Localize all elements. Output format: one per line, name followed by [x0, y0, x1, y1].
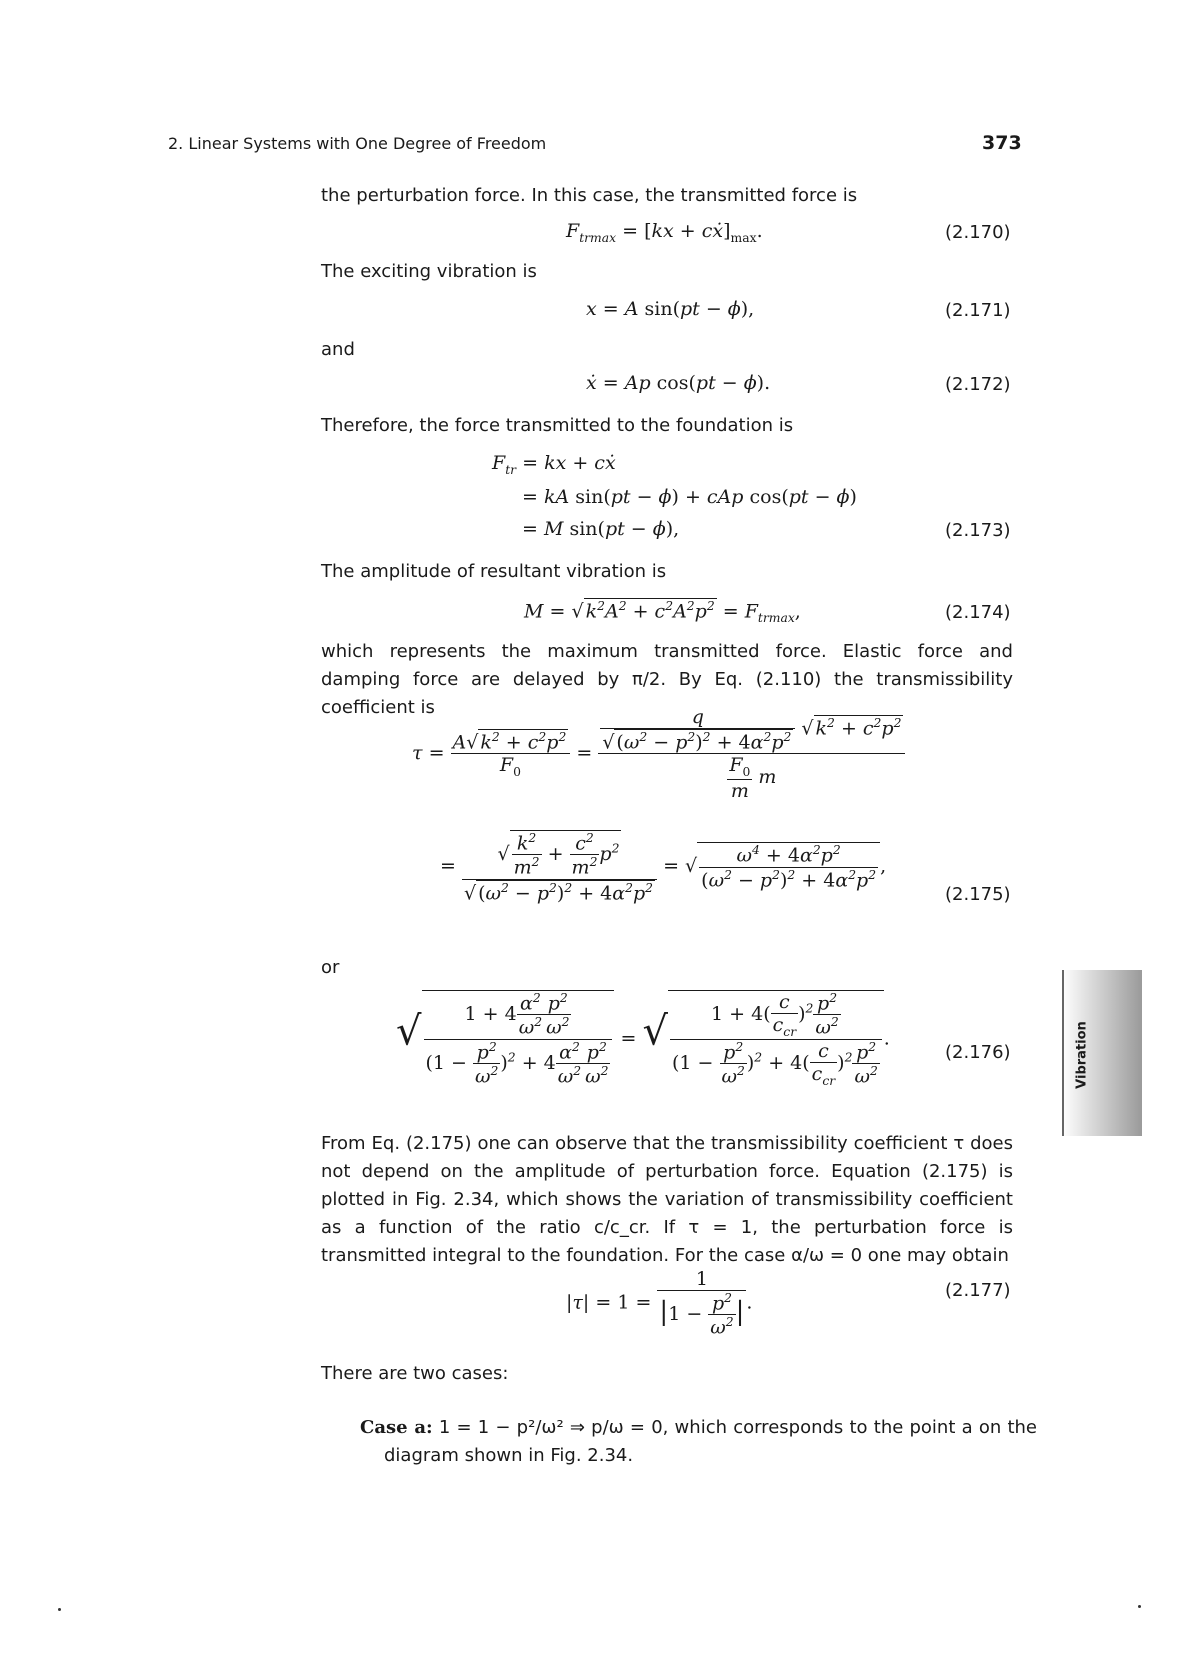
equation-2-173-line2: = kA sin(pt − ϕ) + cAp cos(pt − ϕ) — [522, 486, 857, 508]
equation-2-173-line3: = M sin(pt − ϕ), — [522, 518, 680, 540]
print-mark — [1138, 1605, 1141, 1608]
paragraph: or — [321, 957, 340, 978]
equation-number: (2.171) — [945, 300, 1011, 321]
equation-2-173-line1: $F_{tr}$ = kx + cẋ — [492, 452, 616, 477]
paragraph: There are two cases: — [321, 1363, 509, 1384]
equation-number: (2.175) — [945, 884, 1011, 905]
paragraph: the perturbation force. In this case, the transmitted force is — [321, 185, 858, 206]
equation-number: (2.172) — [945, 374, 1011, 395]
equation-2-176: √ 1 + 4 $\frac{\alpha^2}{\omega^2}$ $\frac{p^2}{\omega^2}$ (1 − $\frac{p^2}{\omega^2}$ )$^2$ + 4 $\frac{\alpha^2}{\omega^2}$ $\frac{p^2}{\omega^2}$ = √ 1 + 4( $\frac{c}{c_{cr}}$ )$^2$ $\frac{p^2}{\omega^2}$ (1 − $\frac{p^2}{\omega^2}$ )$^2$ + 4( $\frac{c}{c_{cr}}$ )$^2$ $\frac{p^2}{\omega^2}$ . — [396, 991, 890, 1088]
paragraph: Therefore, the force transmitted to the foundation is — [321, 415, 794, 436]
equation-2-175-line1: τ = $\frac{A√ k^2 + c^2p^2}{F_0}$ = $\frac{q}{√ (\omega^2 - p^2)^2 + 4\alpha^2p^2}$ √ $k^2 + c^2p^2$ $\frac{F_0}{m}$ m — [412, 706, 905, 802]
equation-number: (2.176) — [945, 1042, 1011, 1063]
side-tab-label: Vibration — [1074, 1021, 1090, 1089]
side-tab-edge — [1062, 970, 1064, 1136]
paragraph: which represents the maximum transmitted force. Elastic force and damping force are delayed by π/2. By Eq. (2.110) the transmissibility coefficient is — [321, 641, 1013, 718]
equation-number: (2.170) — [945, 222, 1011, 243]
equation-2-177: |τ| = 1 = 1 |1 − $\frac{p^2}{\omega^2}$ | . — [566, 1268, 753, 1339]
equation-2-174: M = √ $k^2A^2 + c^2A^2p^2 = F_{trmax}$, — [524, 599, 801, 626]
paragraph: The exciting vibration is — [321, 261, 537, 282]
equation-2-170: $F_{trmax} = [kx$ + $cẋ]_{max}$. — [566, 220, 763, 245]
paragraph: The amplitude of resultant vibration is — [321, 561, 667, 582]
equation-2-171: x = A sin(pt − ϕ), — [586, 298, 755, 320]
page-number: 373 — [982, 132, 1022, 154]
case-a-text: 1 = 1 − p²/ω² ⇒ p/ω = 0, which corresponds to the point a on the diagram shown in Fig. 2.34. — [384, 1417, 1037, 1466]
equation-number: (2.174) — [945, 602, 1011, 623]
case-a-label: Case a: — [360, 1417, 433, 1438]
case-a — [360, 1414, 1037, 1470]
equation-number: (2.173) — [945, 520, 1011, 541]
equation-2-175-line2: = √ $\frac{k^2}{m^2}$ + $\frac{c^2}{m^2}$ $p^2$ √ $(\omega^2 - p^2)^2 + 4\alpha^2p^2$ = √ $\frac{\omega^4 + 4\alpha^2p^2}{(\omega^2 - p^2)^2 + 4\alpha^2p^2}$ , — [440, 831, 887, 904]
paragraph: From Eq. (2.175) one can observe that the transmissibility coefficient τ does not depend on the amplitude of perturbation force. Equation (2.175) is plotted in Fig. 2.34, which shows the variation of transmissibility coefficient as a function of the ratio c/c_cr. If τ = 1, the perturbation force is transmitted integral to the foundation. For the case α/ω = 0 one may obtain — [321, 1133, 1013, 1266]
print-mark — [58, 1608, 61, 1611]
running-header: 2. Linear Systems with One Degree of Freedom — [168, 134, 547, 153]
paragraph: and — [321, 339, 355, 360]
equation-number: (2.177) — [945, 1280, 1011, 1301]
equation-2-172: ẋ = Ap cos(pt − ϕ). — [586, 372, 771, 394]
